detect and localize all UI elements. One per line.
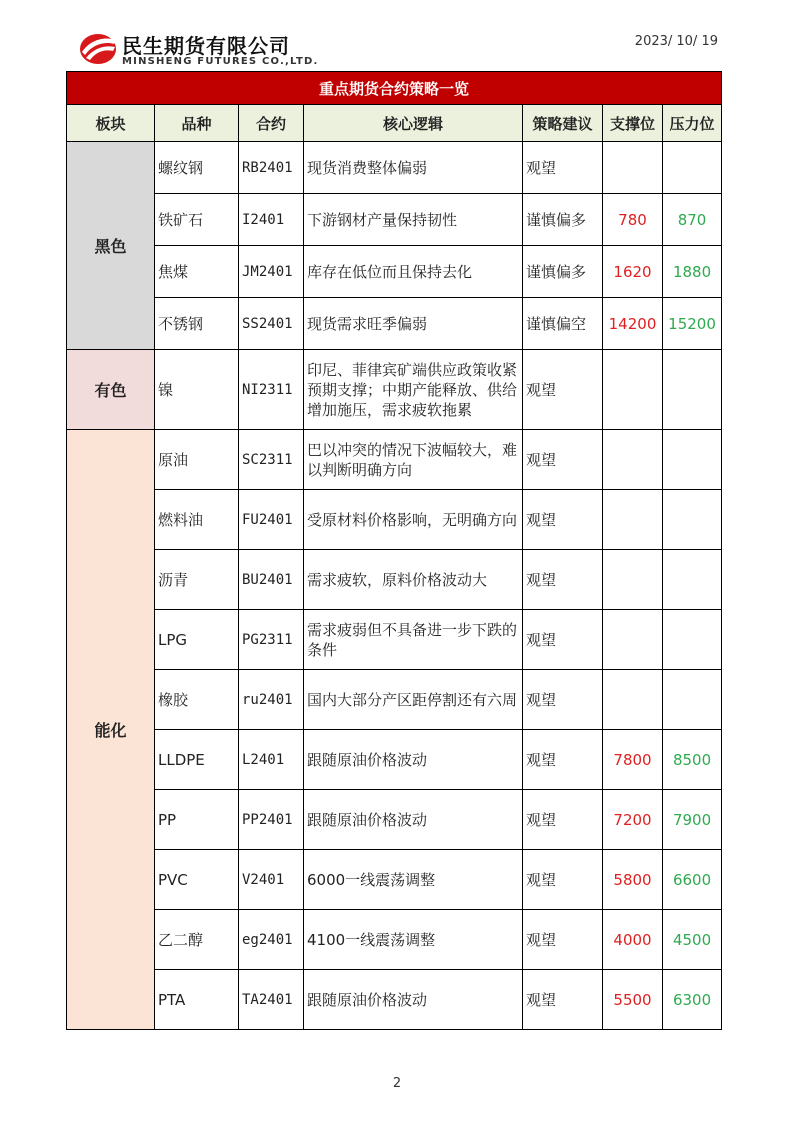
table-row [67,970,722,1030]
minsheng-logo-icon [78,30,118,66]
advice-cell: 谨慎偏空 [523,298,603,350]
logic-cell: 印尼、菲律宾矿端供应政策收紧预期支撑；中期产能释放、供给增加施压，需求疲软拖累 [304,350,523,430]
support-cell [603,550,663,610]
resistance-cell: 4500 [663,910,722,970]
resistance-cell: 15200 [663,298,722,350]
variety-cell: PVC [155,850,239,910]
resistance-cell [663,490,722,550]
column-header-support: 支撑位 [603,105,663,142]
table-row [67,246,722,298]
variety-cell: PP [155,790,239,850]
contract-cell: JM2401 [239,246,304,298]
table-row [67,910,722,970]
advice-cell: 观望 [523,730,603,790]
table-row [67,350,722,430]
resistance-cell [663,670,722,730]
support-cell [603,610,663,670]
advice-cell: 观望 [523,670,603,730]
column-header-variety: 品种 [155,105,239,142]
contract-cell: RB2401 [239,142,304,194]
table-row [67,430,722,490]
table-row [67,194,722,246]
column-header-contract: 合约 [239,105,304,142]
contract-cell: BU2401 [239,550,304,610]
logo-text-cn: 民生期货有限公司 [122,34,290,58]
contract-cell: SC2311 [239,430,304,490]
support-cell: 5800 [603,850,663,910]
advice-cell: 谨慎偏多 [523,194,603,246]
logic-cell: 国内大部分产区距停割还有六周 [304,670,523,730]
contract-cell: TA2401 [239,970,304,1030]
support-cell: 5500 [603,970,663,1030]
table-row [67,142,722,194]
contract-cell: FU2401 [239,490,304,550]
logic-cell: 6000一线震荡调整 [304,850,523,910]
resistance-cell [663,610,722,670]
variety-cell: 橡胶 [155,670,239,730]
table-row [67,550,722,610]
table-title: 重点期货合约策略一览 [67,72,722,105]
variety-cell: 镍 [155,350,239,430]
advice-cell: 观望 [523,970,603,1030]
table-row [67,298,722,350]
logic-cell: 跟随原油价格波动 [304,790,523,850]
advice-cell: 观望 [523,430,603,490]
advice-cell: 观望 [523,610,603,670]
advice-cell: 观望 [523,350,603,430]
resistance-cell [663,142,722,194]
resistance-cell [663,550,722,610]
logic-cell: 需求疲弱但不具备进一步下跌的条件 [304,610,523,670]
variety-cell: 原油 [155,430,239,490]
logic-cell: 现货需求旺季偏弱 [304,298,523,350]
table-row [67,790,722,850]
advice-cell: 观望 [523,790,603,850]
column-header-sector: 板块 [67,105,155,142]
contract-cell: L2401 [239,730,304,790]
page-number: 2 [392,1076,402,1091]
strategy-table [66,71,722,1030]
contract-cell: eg2401 [239,910,304,970]
support-cell [603,350,663,430]
column-header-resistance: 压力位 [663,105,722,142]
support-cell: 7200 [603,790,663,850]
support-cell [603,670,663,730]
resistance-cell: 8500 [663,730,722,790]
advice-cell: 观望 [523,910,603,970]
sector-cell: 黑色 [67,142,155,350]
variety-cell: PTA [155,970,239,1030]
contract-cell: I2401 [239,194,304,246]
support-cell: 14200 [603,298,663,350]
logic-cell: 受原材料价格影响，无明确方向 [304,490,523,550]
logic-cell: 现货消费整体偏弱 [304,142,523,194]
table-row [67,850,722,910]
variety-cell: 沥青 [155,550,239,610]
variety-cell: 不锈钢 [155,298,239,350]
logic-cell: 需求疲软，原料价格波动大 [304,550,523,610]
resistance-cell: 6300 [663,970,722,1030]
support-cell: 7800 [603,730,663,790]
table-row [67,730,722,790]
variety-cell: 乙二醇 [155,910,239,970]
support-cell: 4000 [603,910,663,970]
resistance-cell: 6600 [663,850,722,910]
report-date: 2023/ 10/ 19 [634,34,718,49]
column-header-advice: 策略建议 [523,105,603,142]
contract-cell: SS2401 [239,298,304,350]
table-row [67,610,722,670]
logic-cell: 跟随原油价格波动 [304,730,523,790]
support-cell: 1620 [603,246,663,298]
resistance-cell [663,430,722,490]
logic-cell: 4100一线震荡调整 [304,910,523,970]
advice-cell: 观望 [523,550,603,610]
support-cell [603,430,663,490]
logic-cell: 下游钢材产量保持韧性 [304,194,523,246]
contract-cell: PG2311 [239,610,304,670]
company-logo [78,28,318,72]
contract-cell: NI2311 [239,350,304,430]
sector-cell: 能化 [67,430,155,1030]
support-cell: 780 [603,194,663,246]
variety-cell: 焦煤 [155,246,239,298]
variety-cell: 燃料油 [155,490,239,550]
column-header-logic: 核心逻辑 [304,105,523,142]
variety-cell: 铁矿石 [155,194,239,246]
variety-cell: LLDPE [155,730,239,790]
advice-cell: 观望 [523,850,603,910]
contract-cell: ru2401 [239,670,304,730]
logic-cell: 巴以冲突的情况下波幅较大，难以判断明确方向 [304,430,523,490]
support-cell [603,142,663,194]
table-row [67,670,722,730]
variety-cell: LPG [155,610,239,670]
table-row [67,490,722,550]
support-cell [603,490,663,550]
resistance-cell [663,350,722,430]
advice-cell: 观望 [523,142,603,194]
contract-cell: V2401 [239,850,304,910]
contract-cell: PP2401 [239,790,304,850]
logic-cell: 库存在低位而且保持去化 [304,246,523,298]
resistance-cell: 870 [663,194,722,246]
variety-cell: 螺纹钢 [155,142,239,194]
logo-text-en: MINSHENG FUTURES CO.,LTD. [122,56,319,67]
logic-cell: 跟随原油价格波动 [304,970,523,1030]
sector-cell: 有色 [67,350,155,430]
advice-cell: 谨慎偏多 [523,246,603,298]
advice-cell: 观望 [523,490,603,550]
resistance-cell: 7900 [663,790,722,850]
resistance-cell: 1880 [663,246,722,298]
